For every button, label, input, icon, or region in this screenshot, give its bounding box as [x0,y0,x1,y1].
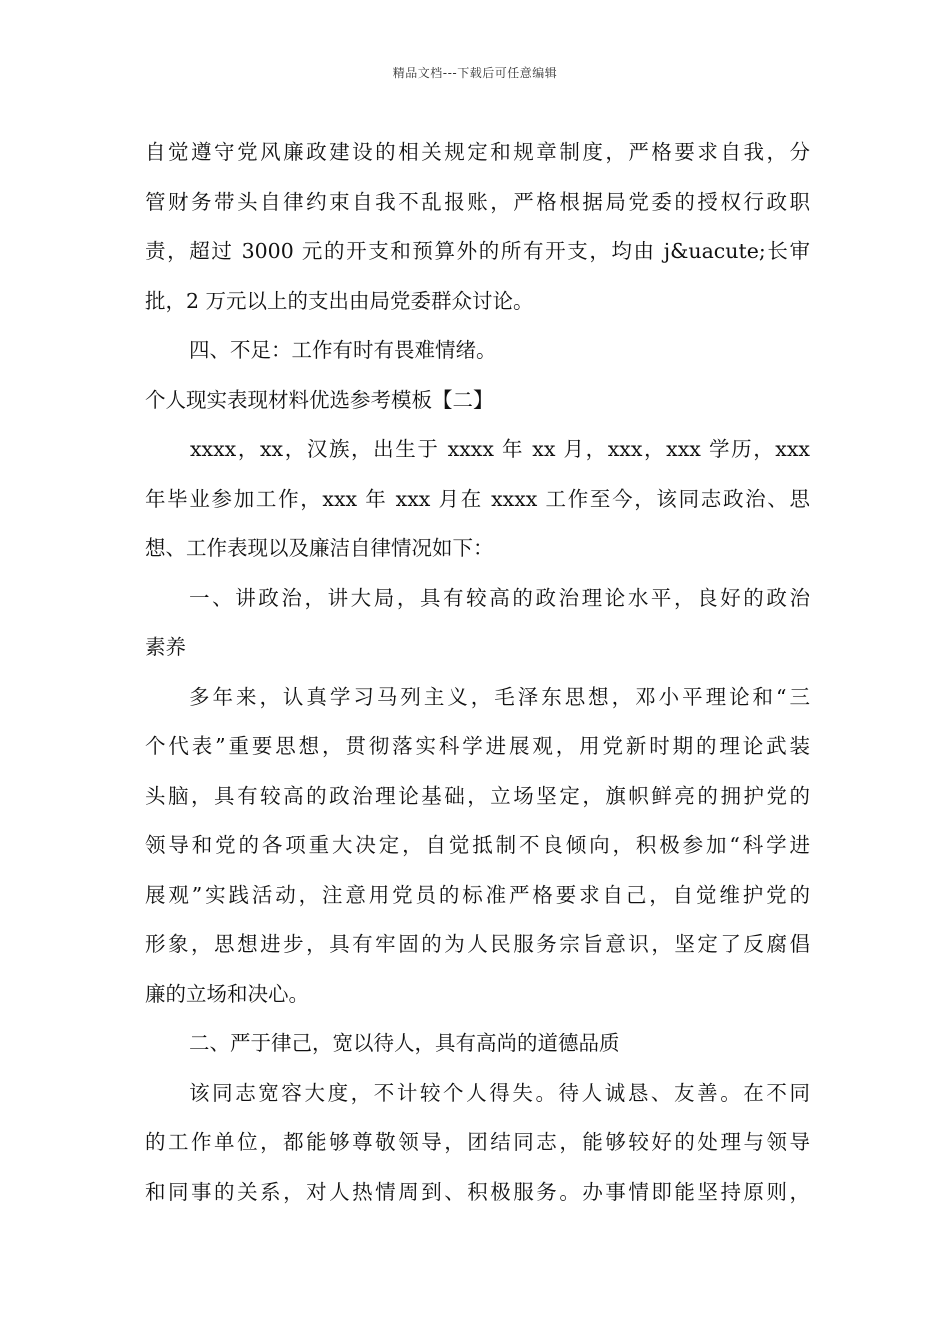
text-line: 自觉遵守党风廉政建设的相关规定和规章制度，严格要求自我，分 [145,140,810,164]
text-line: 和同事的关系，对人热情周到、积极服务。办事情即能坚持原则， [145,1179,810,1204]
text-line: 领导和党的各项重大决定，自觉抵制不良倾向，积极参加“科学进 [145,833,810,857]
section-heading: 二、严于律己，宽以待人，具有高尚的道德品质 [189,1031,620,1055]
text-line: 头脑，具有较高的政治理论基础，立场坚定，旗帜鲜亮的拥护党的 [145,783,810,808]
page-header: 精品文档---下载后可任意编辑 [392,66,558,80]
template-title: 个人现实表现材料优选参考模板【二】 [145,387,494,412]
text-line: 展观”实践活动，注意用党员的标准严格要求自己，自觉维护党的 [145,882,810,907]
text-line: 批，2 万元以上的支出由局党委群众讨论。 [145,288,534,313]
text-line: 管财务带头自律约束自我不乱报账，严格根据局党委的授权行政职 [145,189,810,214]
text-line: 廉的立场和决心。 [145,981,309,1006]
text-line: 个代表”重要思想，贯彻落实科学进展观，用党新时期的理论武装 [145,734,810,758]
text-line: 素养 [145,635,186,659]
text-line: 年毕业参加工作，xxx 年 xxx 月在 xxxx 工作至今，该同志政治、思 [145,486,810,511]
text-line: 形象，思想进步，具有牢固的为人民服务宗旨意识，坚定了反腐倡 [145,932,810,956]
text-line: 责，超过 3000 元的开支和预算外的所有开支，均由 j&uacute;长审 [145,239,810,263]
text-line: 想、工作表现以及廉洁自律情况如下： [145,536,494,560]
text-line: xxxx，xx，汉族，出生于 xxxx 年 xx 月，xxx，xxx 学历，xxx [190,437,810,461]
section-heading: 一、讲政治，讲大局，具有较高的政治理论水平，良好的政治 [189,585,810,610]
section-heading: 四、不足：工作有时有畏难情绪。 [189,338,497,362]
text-line: 该同志宽容大度，不计较个人得失。待人诚恳、友善。在不同 [189,1080,810,1105]
document-body [145,128,810,1217]
text-line: 多年来，认真学习马列主义，毛泽东思想，邓小平理论和“三 [189,684,810,709]
text-line: 的工作单位，都能够尊敬领导，团结同志，能够较好的处理与领导 [145,1130,810,1154]
